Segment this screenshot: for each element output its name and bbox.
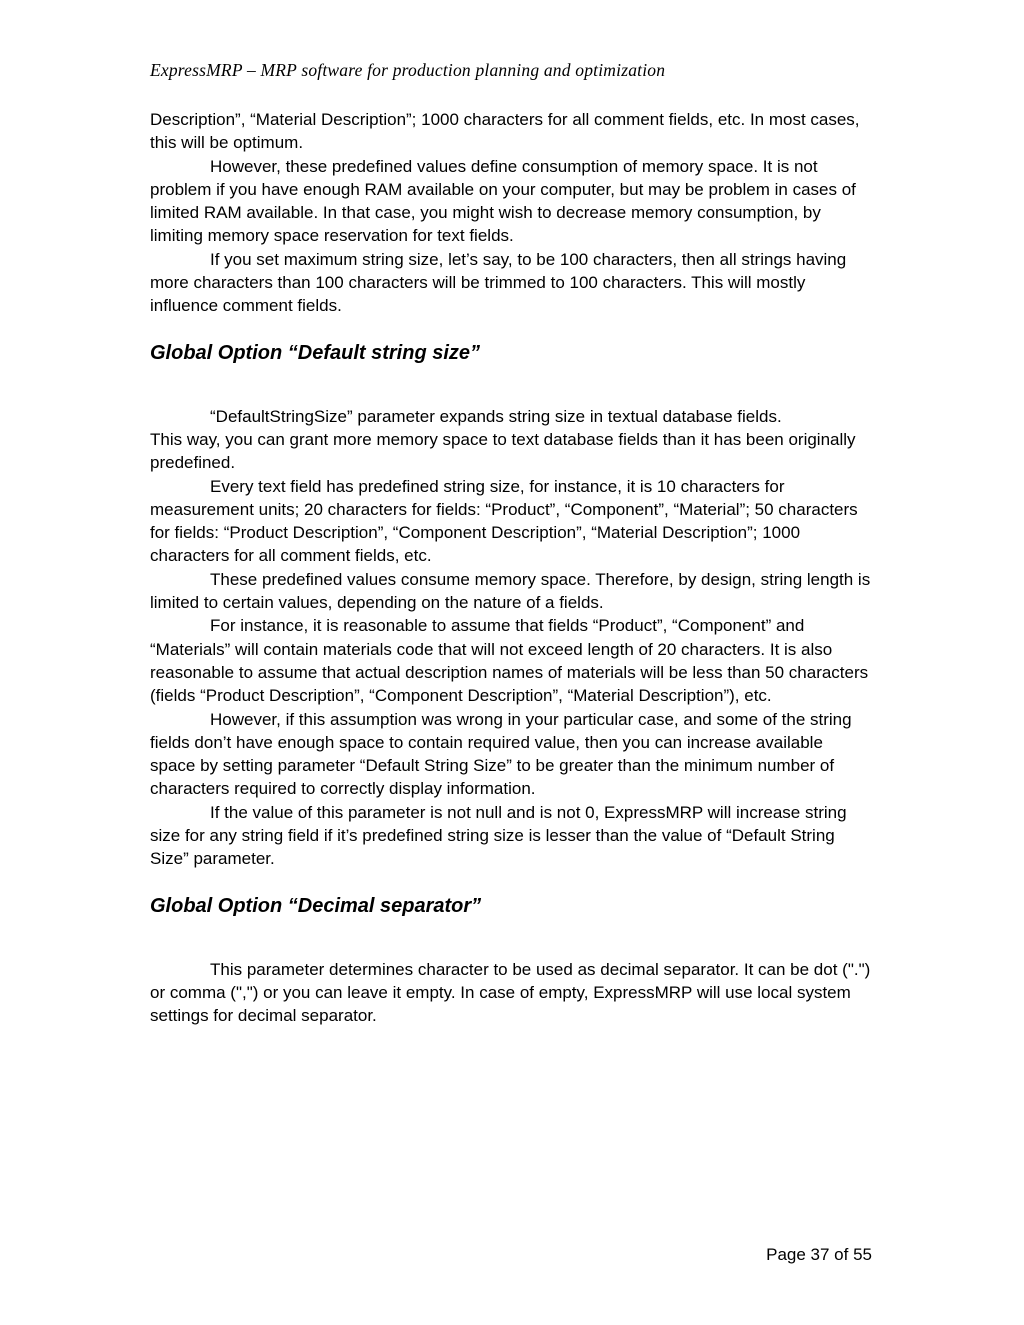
paragraph: These predefined values consume memory space. Therefore, by design, string length is limited to certain values, depending on the nature of a fields. [150, 569, 871, 613]
section-heading: Global Option “Default string size” [150, 341, 481, 364]
paragraph: However, if this assumption was wrong in your particular case, and some of the string fields don’t have enough space to contain required value, then you can increase available space by setting parameter “Default String Size” to be greater than the minimum number of characters required to correctly display information. [150, 709, 852, 799]
paragraph: For instance, it is reasonable to assume that fields “Product”, “Component” and “Materials” will contain materials code that will not exceed length of 20 characters. It is also reasonable to assume that actual description names of materials will be less than 50 characters (fields “Product Description”, “Component Description”, “Material Description”), etc. [150, 616, 869, 706]
document-body [150, 108, 872, 1028]
paragraph: This way, you can grant more memory space to text database fields than it has been originally predefined. [150, 429, 856, 473]
paragraph: Description”, “Material Description”; 1000 characters for all comment fields, etc. In most cases, this will be optimum. [150, 110, 860, 153]
paragraph: Every text field has predefined string size, for instance, it is 10 characters for measurement units; 20 characters for fields: “Product”, “Component”, “Material”; 50 characters for fields: “Product Description”, “Component Description”, “Material Description”; 1000 characters for all comment fields, etc. [150, 476, 858, 566]
paragraph: If you set maximum string size, let’s say, to be 100 characters, then all strings having more characters than 100 characters will be trimmed to 100 characters. This will mostly influence comment fields. [150, 249, 847, 316]
document-header-title: ExpressMRP – MRP software for production planning and optimization [150, 60, 666, 80]
paragraph: “DefaultStringSize” parameter expands string size in textual database fields. [210, 406, 782, 426]
paragraph: However, these predefined values define consumption of memory space. It is not problem if you have enough RAM available on your computer, but may be problem in cases of limited RAM available. In that case, you might wish to decrease memory consumption, by limiting memory space reservation for text fields. [150, 156, 856, 246]
paragraph: If the value of this parameter is not null and is not 0, ExpressMRP will increase string size for any string field if it’s predefined string size is lesser than the value of “Default String Size” parameter. [150, 802, 847, 869]
paragraph: This parameter determines character to be used as decimal separator. It can be dot (".") or comma (",") or you can leave it empty. In case of empty, ExpressMRP will use local system settings for decimal separator. [150, 959, 871, 1026]
page-number: Page 37 of 55 [766, 1245, 872, 1264]
section-heading: Global Option “Decimal separator” [150, 894, 482, 917]
